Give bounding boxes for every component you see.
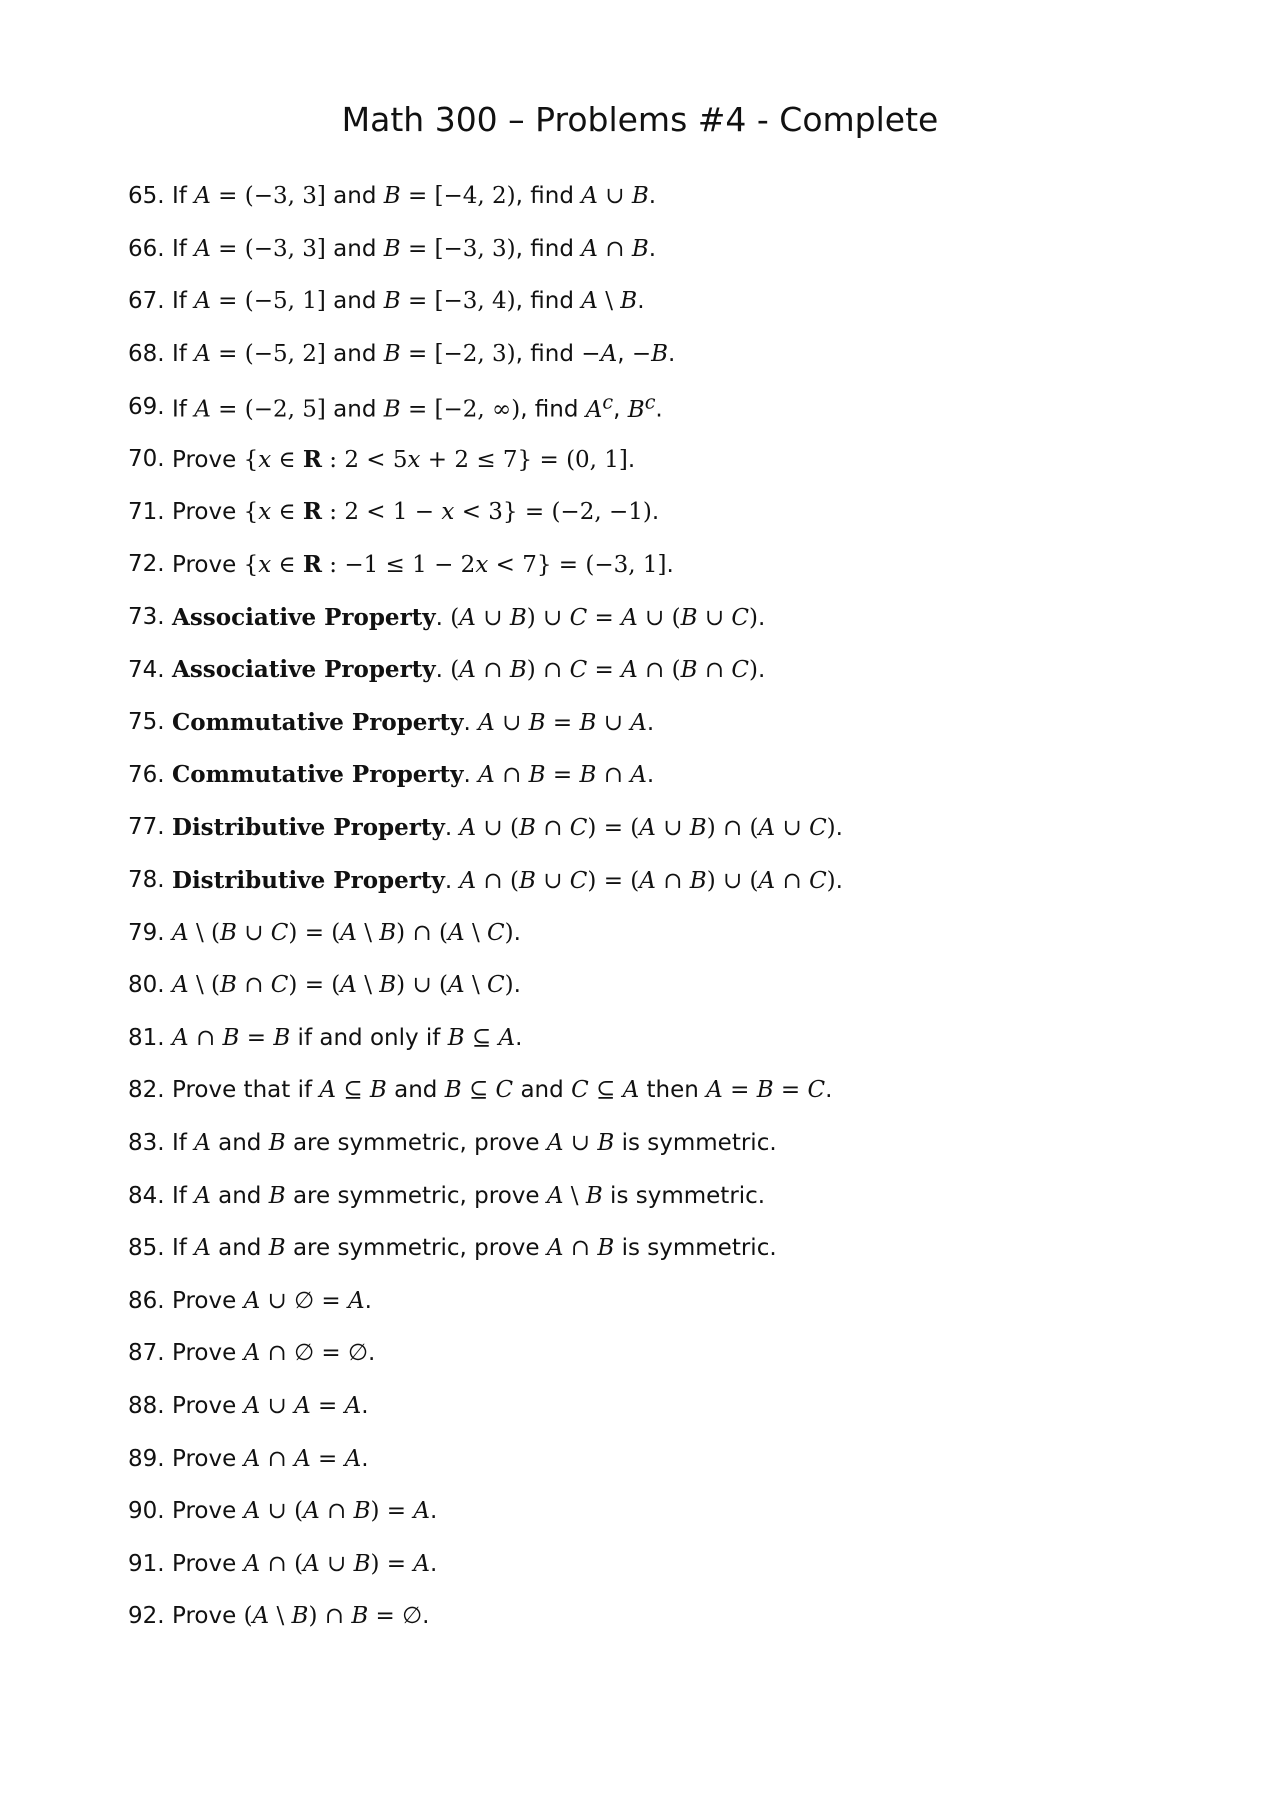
problem-item [128, 170, 1178, 223]
problem-text: If A and B are symmetric, prove A ∩ B is symmetric. [172, 1235, 777, 1262]
problem-number: 83. [128, 1129, 165, 1156]
problem-text: If A and B are symmetric, prove A \ B is symmetric. [172, 1182, 766, 1209]
problem-number: 91. [128, 1550, 165, 1577]
problem-item [128, 433, 1178, 486]
problem-item [128, 696, 1178, 749]
problem-number: 90. [128, 1498, 165, 1525]
problem-item [128, 1537, 1178, 1590]
problem-number: 92. [128, 1603, 165, 1630]
problem-number: 82. [128, 1077, 165, 1104]
problem-number: 74. [128, 656, 165, 683]
problem-number: 88. [128, 1392, 165, 1419]
problem-text: Distributive Property. A ∩ (B ∪ C) = (A ∩ B) ∪ (A ∩ C). [172, 866, 843, 894]
problem-text: Prove (A \ B) ∩ B = ∅. [172, 1603, 430, 1630]
problem-text: Prove {x ∈ R : 2 < 1 − x < 3} = (−2, −1). [172, 498, 660, 526]
problem-item [128, 959, 1178, 1012]
problem-item [128, 223, 1178, 276]
problem-number: 68. [128, 341, 165, 368]
problem-item [128, 328, 1178, 381]
problem-item [128, 486, 1178, 539]
problem-text: Associative Property. (A ∩ B) ∩ C = A ∩ (B ∩ C). [172, 656, 766, 684]
problem-text: If A = (−5, 2] and B = [−2, 3), find −A, −B. [172, 341, 676, 368]
problem-item [128, 749, 1178, 802]
problem-item [128, 1064, 1178, 1117]
problem-number: 80. [128, 972, 165, 999]
problem-text: Prove A ∪ (A ∩ B) = A. [172, 1498, 438, 1525]
problem-text: Prove A ∪ A = A. [172, 1392, 369, 1419]
problem-number: 65. [128, 183, 165, 210]
problem-number: 79. [128, 919, 165, 946]
problem-number: 71. [128, 498, 165, 525]
problem-text: If A and B are symmetric, prove A ∪ B is symmetric. [172, 1129, 777, 1156]
problem-number: 84. [128, 1182, 165, 1209]
problem-text: If A = (−5, 1] and B = [−3, 4), find A \ B. [172, 288, 645, 315]
problem-item [128, 538, 1178, 591]
problem-number: 73. [128, 604, 165, 631]
problem-text: Commutative Property. A ∩ B = B ∩ A. [172, 761, 655, 789]
problem-number: 75. [128, 709, 165, 736]
problem-item [128, 1485, 1178, 1538]
problem-text: Prove that if A ⊆ B and B ⊆ C and C ⊆ A then A = B = C. [172, 1077, 833, 1104]
problem-item [128, 1222, 1178, 1275]
problem-text: Associative Property. (A ∪ B) ∪ C = A ∪ (B ∪ C). [172, 603, 766, 631]
problem-text: A \ (B ∪ C) = (A \ B) ∩ (A \ C). [172, 919, 521, 946]
problem-number: 77. [128, 814, 165, 841]
problem-text: Prove A ∩ (A ∪ B) = A. [172, 1550, 438, 1577]
problem-item [128, 1274, 1178, 1327]
problem-number: 66. [128, 235, 165, 262]
problem-item [128, 1117, 1178, 1170]
problem-text: If A = (−2, 5] and B = [−2, ∞), find $A^c$, $B^c$. [172, 390, 663, 423]
problem-item [128, 1590, 1178, 1643]
problem-number: 81. [128, 1024, 165, 1051]
problem-number: 69. [128, 393, 165, 420]
problem-text: A ∩ B = B if and only if B ⊆ A. [172, 1024, 523, 1051]
problem-item [128, 275, 1178, 328]
problem-text: Prove A ∪ ∅ = A. [172, 1287, 372, 1314]
problem-number: 76. [128, 761, 165, 788]
problem-number: 89. [128, 1445, 165, 1472]
problem-list [128, 170, 1178, 1643]
problem-text: Prove A ∩ ∅ = ∅. [172, 1340, 376, 1367]
problem-text: Prove A ∩ A = A. [172, 1445, 369, 1472]
problem-item [128, 643, 1178, 696]
problem-text: A \ (B ∩ C) = (A \ B) ∪ (A \ C). [172, 972, 521, 999]
problem-number: 67. [128, 288, 165, 315]
problem-item [128, 591, 1178, 644]
problem-item [128, 801, 1178, 854]
problem-text: Distributive Property. A ∪ (B ∩ C) = (A ∪ B) ∩ (A ∪ C). [172, 813, 843, 841]
problem-item [128, 1012, 1178, 1065]
problem-item [128, 854, 1178, 907]
page-title: Math 300 – Problems #4 - Complete [341, 100, 939, 139]
problem-text: Prove {x ∈ R : 2 < 5x + 2 ≤ 7} = (0, 1]. [172, 445, 636, 473]
problem-item [128, 1169, 1178, 1222]
problem-item [128, 1327, 1178, 1380]
problem-item [128, 1380, 1178, 1433]
problem-text: If A = (−3, 3] and B = [−4, 2), find A ∪ B. [172, 183, 657, 210]
problem-text: Prove {x ∈ R : −1 ≤ 1 − 2x < 7} = (−3, 1]. [172, 550, 674, 578]
problem-text: If A = (−3, 3] and B = [−3, 3), find A ∩ B. [172, 235, 657, 262]
problem-number: 86. [128, 1287, 165, 1314]
problem-item [128, 906, 1178, 959]
problem-number: 72. [128, 551, 165, 578]
problem-number: 70. [128, 446, 165, 473]
problem-number: 85. [128, 1235, 165, 1262]
problem-number: 87. [128, 1340, 165, 1367]
problem-number: 78. [128, 867, 165, 894]
problem-item [128, 1432, 1178, 1485]
problem-item [128, 380, 1178, 433]
problem-text: Commutative Property. A ∪ B = B ∪ A. [172, 708, 655, 736]
